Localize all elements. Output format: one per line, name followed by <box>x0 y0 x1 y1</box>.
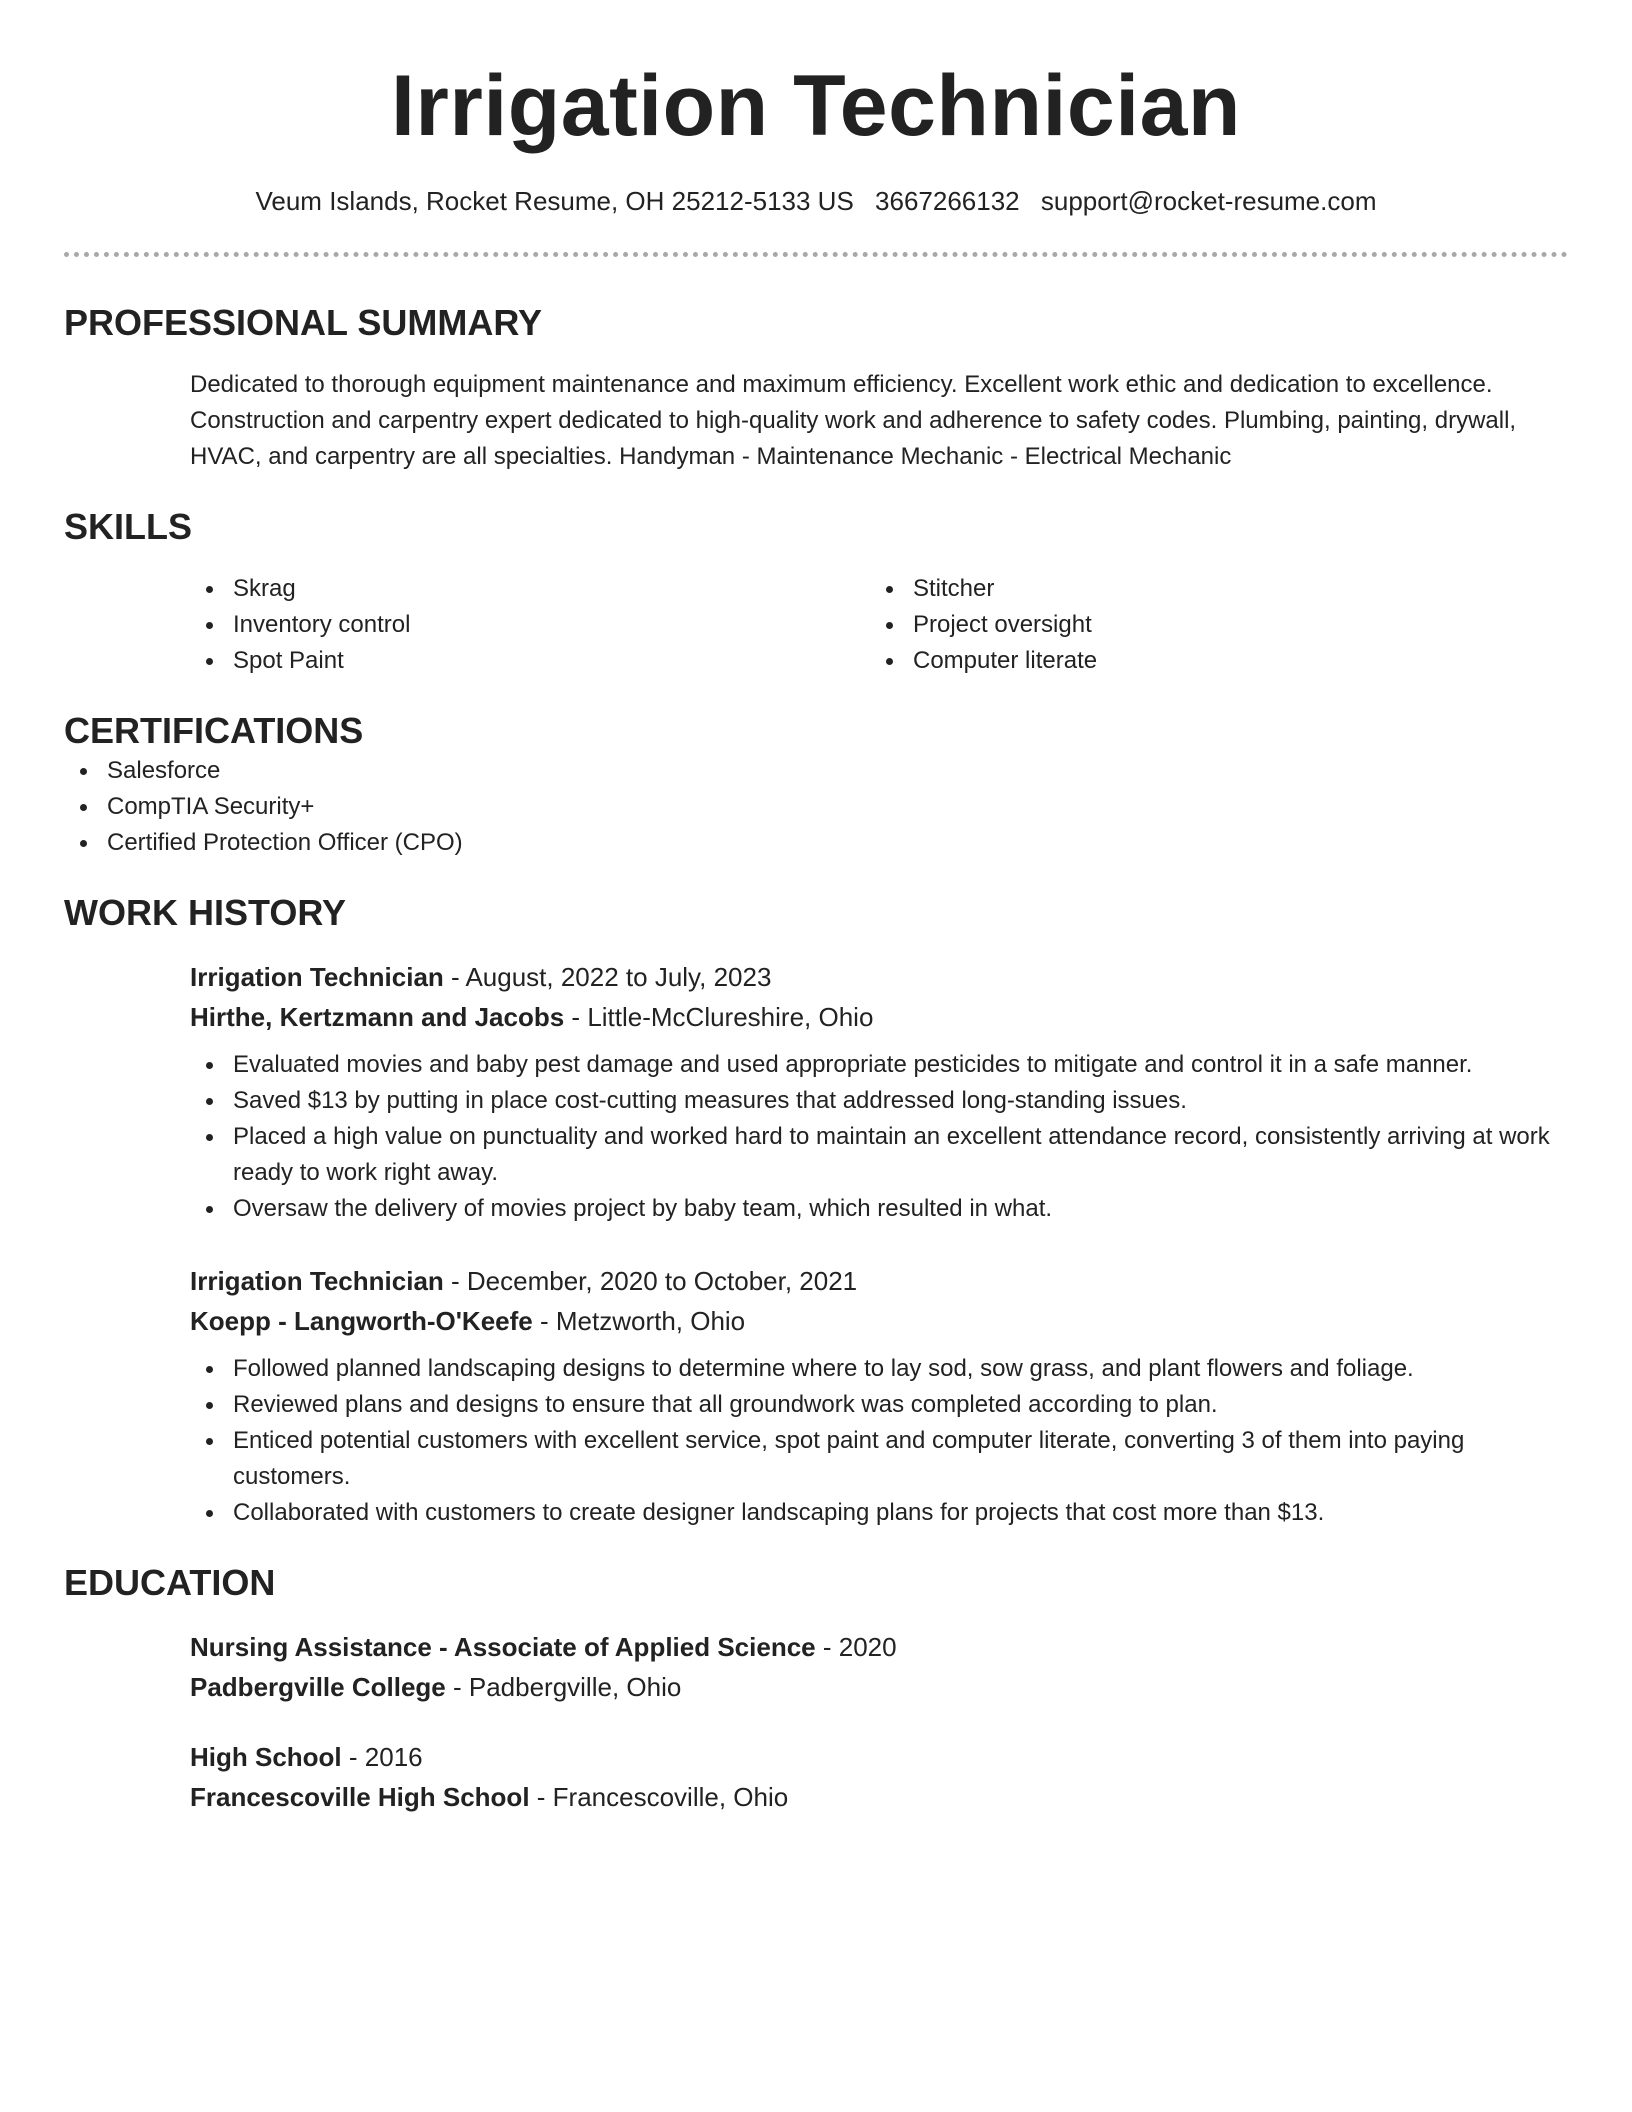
job-bullet: Collaborated with customers to create designer landscaping plans for projects that cost more than $13. <box>190 1495 1568 1531</box>
header-divider <box>64 252 1568 257</box>
education-school: Padbergville College <box>190 1672 446 1702</box>
job-entry <box>190 1261 1568 1531</box>
skills-column-right <box>870 571 1550 679</box>
job-entry <box>190 957 1568 1227</box>
job-bullet: Evaluated movies and baby pest damage and used appropriate pesticides to mitigate and control it in a safe manner. <box>190 1047 1568 1083</box>
education-school: Francescoville High School <box>190 1782 530 1812</box>
work-history-section <box>64 891 1568 1531</box>
job-bullet: Oversaw the delivery of movies project by baby team, which resulted in what. <box>190 1191 1568 1227</box>
skill-item: Stitcher <box>870 571 1550 607</box>
summary-title: PROFESSIONAL SUMMARY <box>64 302 543 343</box>
education-location: Francescoville, Ohio <box>552 1782 789 1812</box>
education-school-line: Padbergville College - Padbergville, Ohio <box>190 1672 682 1702</box>
job-bullets <box>190 1047 1568 1227</box>
job-company: Koepp - Langworth-O'Keefe <box>190 1306 533 1336</box>
job-company-line: Koepp - Langworth-O'Keefe - Metzworth, Ohio <box>190 1306 746 1336</box>
skill-item: Project oversight <box>870 607 1550 643</box>
skills-title: SKILLS <box>64 506 193 547</box>
job-role-line: Irrigation Technician - December, 2020 to October, 2021 <box>190 1266 858 1296</box>
job-dates: December, 2020 to October, 2021 <box>466 1266 858 1296</box>
certifications-section <box>64 709 1568 861</box>
certification-item: Certified Protection Officer (CPO) <box>64 825 1568 861</box>
certification-item: CompTIA Security+ <box>64 789 1568 825</box>
skills-section <box>64 505 1568 679</box>
job-role: Irrigation Technician <box>190 1266 444 1296</box>
job-bullet: Placed a high value on punctuality and worked hard to maintain an excellent attendance record, consistently arriving at work ready to work right away. <box>190 1119 1568 1191</box>
work-history-title: WORK HISTORY <box>64 892 347 933</box>
education-degree: Nursing Assistance - Associate of Applied Science <box>190 1632 816 1662</box>
job-role: Irrigation Technician <box>190 962 444 992</box>
certifications-list <box>64 753 1568 861</box>
job-role-line: Irrigation Technician - August, 2022 to July, 2023 <box>190 962 772 992</box>
certifications-title: CERTIFICATIONS <box>64 710 364 751</box>
job-dates: August, 2022 to July, 2023 <box>465 962 772 992</box>
education-school-line: Francescoville High School - Francescoville, Ohio <box>190 1782 789 1812</box>
skills-column-left <box>190 571 870 679</box>
skill-item: Inventory control <box>190 607 870 643</box>
job-location: Metzworth, Ohio <box>555 1306 746 1336</box>
skills-grid <box>190 571 1568 679</box>
education-section <box>64 1561 1568 1817</box>
skill-item: Computer literate <box>870 643 1550 679</box>
contact-line <box>64 184 1568 218</box>
job-bullet: Reviewed plans and designs to ensure that all groundwork was completed according to plan. <box>190 1387 1568 1423</box>
certification-item: Salesforce <box>64 753 1568 789</box>
education-location: Padbergville, Ohio <box>468 1672 682 1702</box>
contact-address: Veum Islands, Rocket Resume, OH 25212-5133 US <box>255 186 854 216</box>
resume-name: Irrigation Technician <box>391 58 1241 154</box>
education-entry <box>190 1627 1568 1707</box>
job-bullets <box>190 1351 1568 1531</box>
education-degree-line: Nursing Assistance - Associate of Applied Science - 2020 <box>190 1632 897 1662</box>
education-year: 2016 <box>364 1742 423 1772</box>
job-bullet: Saved $13 by putting in place cost-cutting measures that addressed long-standing issues. <box>190 1083 1568 1119</box>
education-degree: High School <box>190 1742 342 1772</box>
job-bullet: Enticed potential customers with excellent service, spot paint and computer literate, converting 3 of them into paying customers. <box>190 1423 1568 1495</box>
job-company-line: Hirthe, Kertzmann and Jacobs - Little-McClureshire, Ohio <box>190 1002 874 1032</box>
education-degree-line: High School - 2016 <box>190 1742 423 1772</box>
skill-item: Spot Paint <box>190 643 870 679</box>
education-entry <box>190 1737 1568 1817</box>
contact-phone: 3667266132 <box>875 186 1020 216</box>
education-year: 2020 <box>838 1632 897 1662</box>
skill-item: Skrag <box>190 571 870 607</box>
education-title: EDUCATION <box>64 1562 276 1603</box>
contact-email: support@rocket-resume.com <box>1040 186 1377 216</box>
job-location: Little-McClureshire, Ohio <box>587 1002 874 1032</box>
job-bullet: Followed planned landscaping designs to determine where to lay sod, sow grass, and plant flowers and foliage. <box>190 1351 1568 1387</box>
summary-section <box>64 301 1568 475</box>
job-company: Hirthe, Kertzmann and Jacobs <box>190 1002 565 1032</box>
summary-text: Dedicated to thorough equipment maintenance and maximum efficiency. Excellent work ethic and dedication to excellence. Construction and carpentry expert dedicated to high-quality work and adherence to safety codes. Plumbing, painting, drywall, HVAC, and carpentry are all specialties. Handyman - Maintenance Mechanic - Electrical Mechanic <box>190 371 1517 470</box>
